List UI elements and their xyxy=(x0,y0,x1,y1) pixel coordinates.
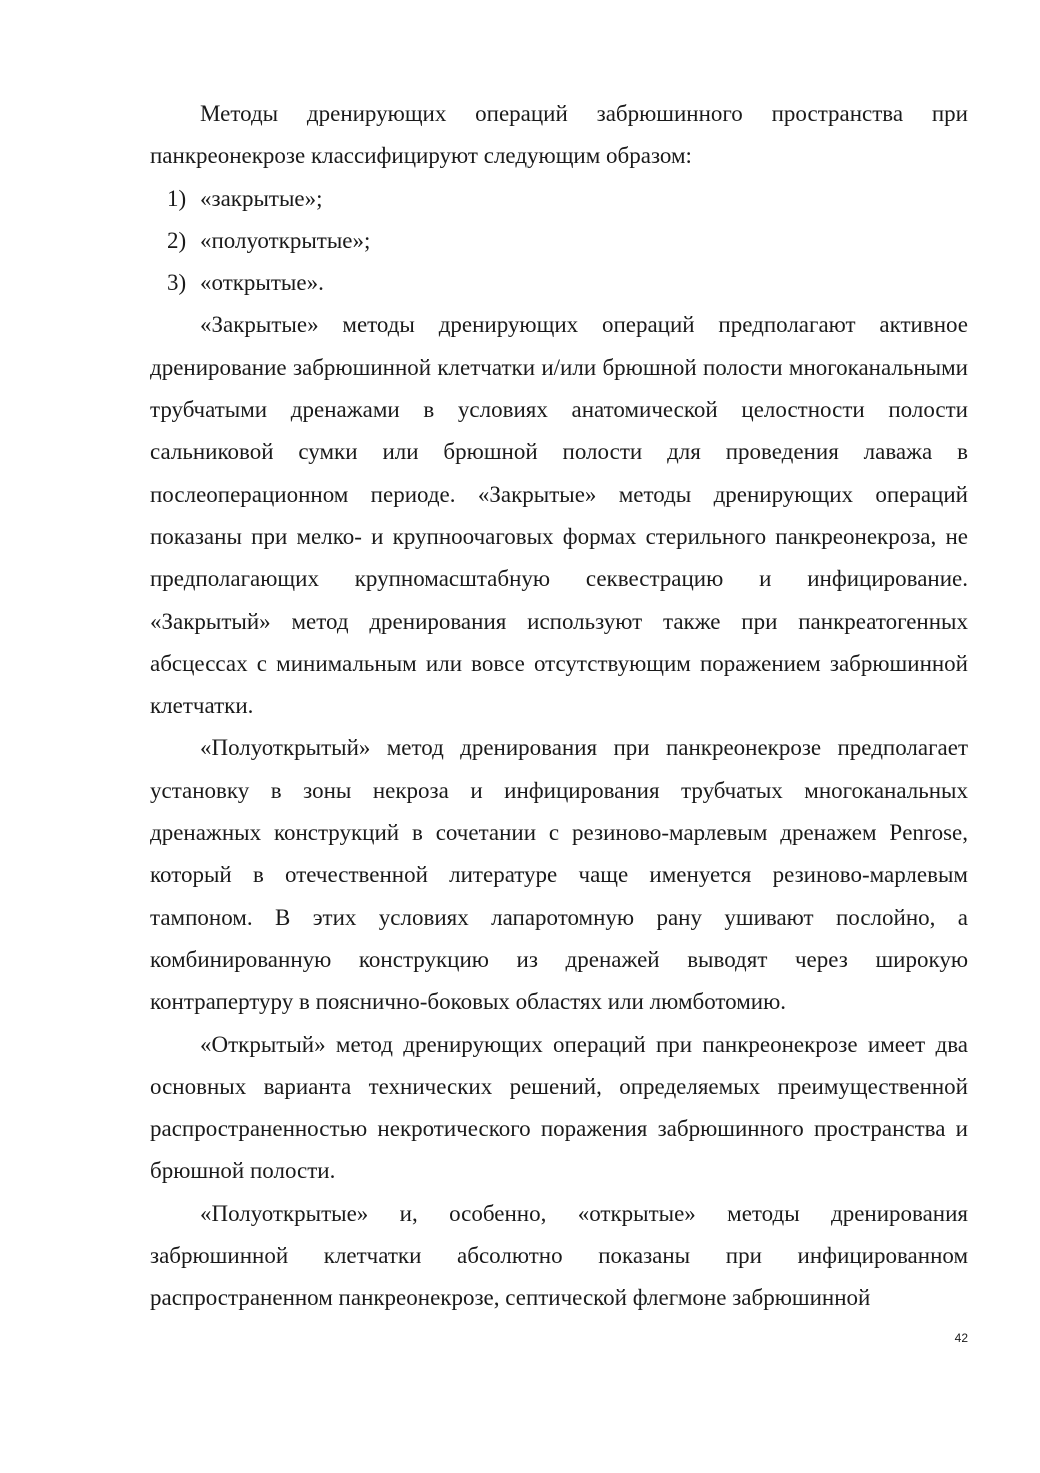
list-item-number: 2) xyxy=(167,227,187,253)
list-item xyxy=(150,262,968,304)
closed-methods-paragraph: «Закрытые» методы дренирующих операций предполагают активное дренирование забрюшинной клетчатки и/или брюшной полости многоканальными трубчатыми дренажами в условиях анатомической целостности полости сальниковой сумки или брюшной полости для проведения лаважа в послеоперационном периоде. «Закрытые» методы дренирующих операций показаны при мелко- и крупноочаговых формах стерильного панкреонекроза, не предполагающих крупномасштабную секвестрацию и инфицирование. «Закрытый» метод дренирования используют также при панкреатогенных абсцессах с минимальным или вовсе отсутствующим поражением забрюшинной клетчатки. xyxy=(150,312,968,719)
indications-paragraph: «Полуоткрытые» и, особенно, «открытые» методы дренирования забрюшинной клетчатки абсолютно показаны при инфицированном распространенном панкреонекрозе, септической флегмоне забрюшинной xyxy=(150,1200,968,1311)
list-item-text: «закрытые»; xyxy=(200,185,323,211)
semi-open-method-paragraph: «Полуоткрытый» метод дренирования при панкреонекрозе предполагает установку в зоны некроза и инфицирования трубчатых многоканальных дренажных конструкций в сочетании с резиново-марлевым дренажем Penrose, который в отечественной литературе чаще именуется резиново-марлевым тампоном. В этих условиях лапаротомную рану ушивают послойно, а комбинированную конструкцию из дренажей выводят через широкую контрапертуру в пояснично-боковых областях или люмботомию. xyxy=(150,735,968,1015)
open-method-paragraph: «Открытый» метод дренирующих операций при панкреонекрозе имеет два основных варианта технических решений, определяемых преимущественной распространенностью некротического поражения забрюшинного пространства и брюшной полости. xyxy=(150,1031,968,1184)
list-item-number: 3) xyxy=(167,270,187,296)
list-item-number: 1) xyxy=(167,185,187,211)
list-item-text: «полуоткрытые»; xyxy=(200,227,371,253)
document-page xyxy=(150,93,968,1320)
list-item-text: «открытые». xyxy=(200,270,324,296)
list-item xyxy=(150,178,968,220)
intro-paragraph: Методы дренирующих операций забрюшинного пространства при панкреонекрозе классифицируют следующим образом: xyxy=(150,101,968,169)
page-number: 42 xyxy=(954,1331,968,1345)
method-list xyxy=(150,178,968,305)
list-item xyxy=(150,220,968,262)
